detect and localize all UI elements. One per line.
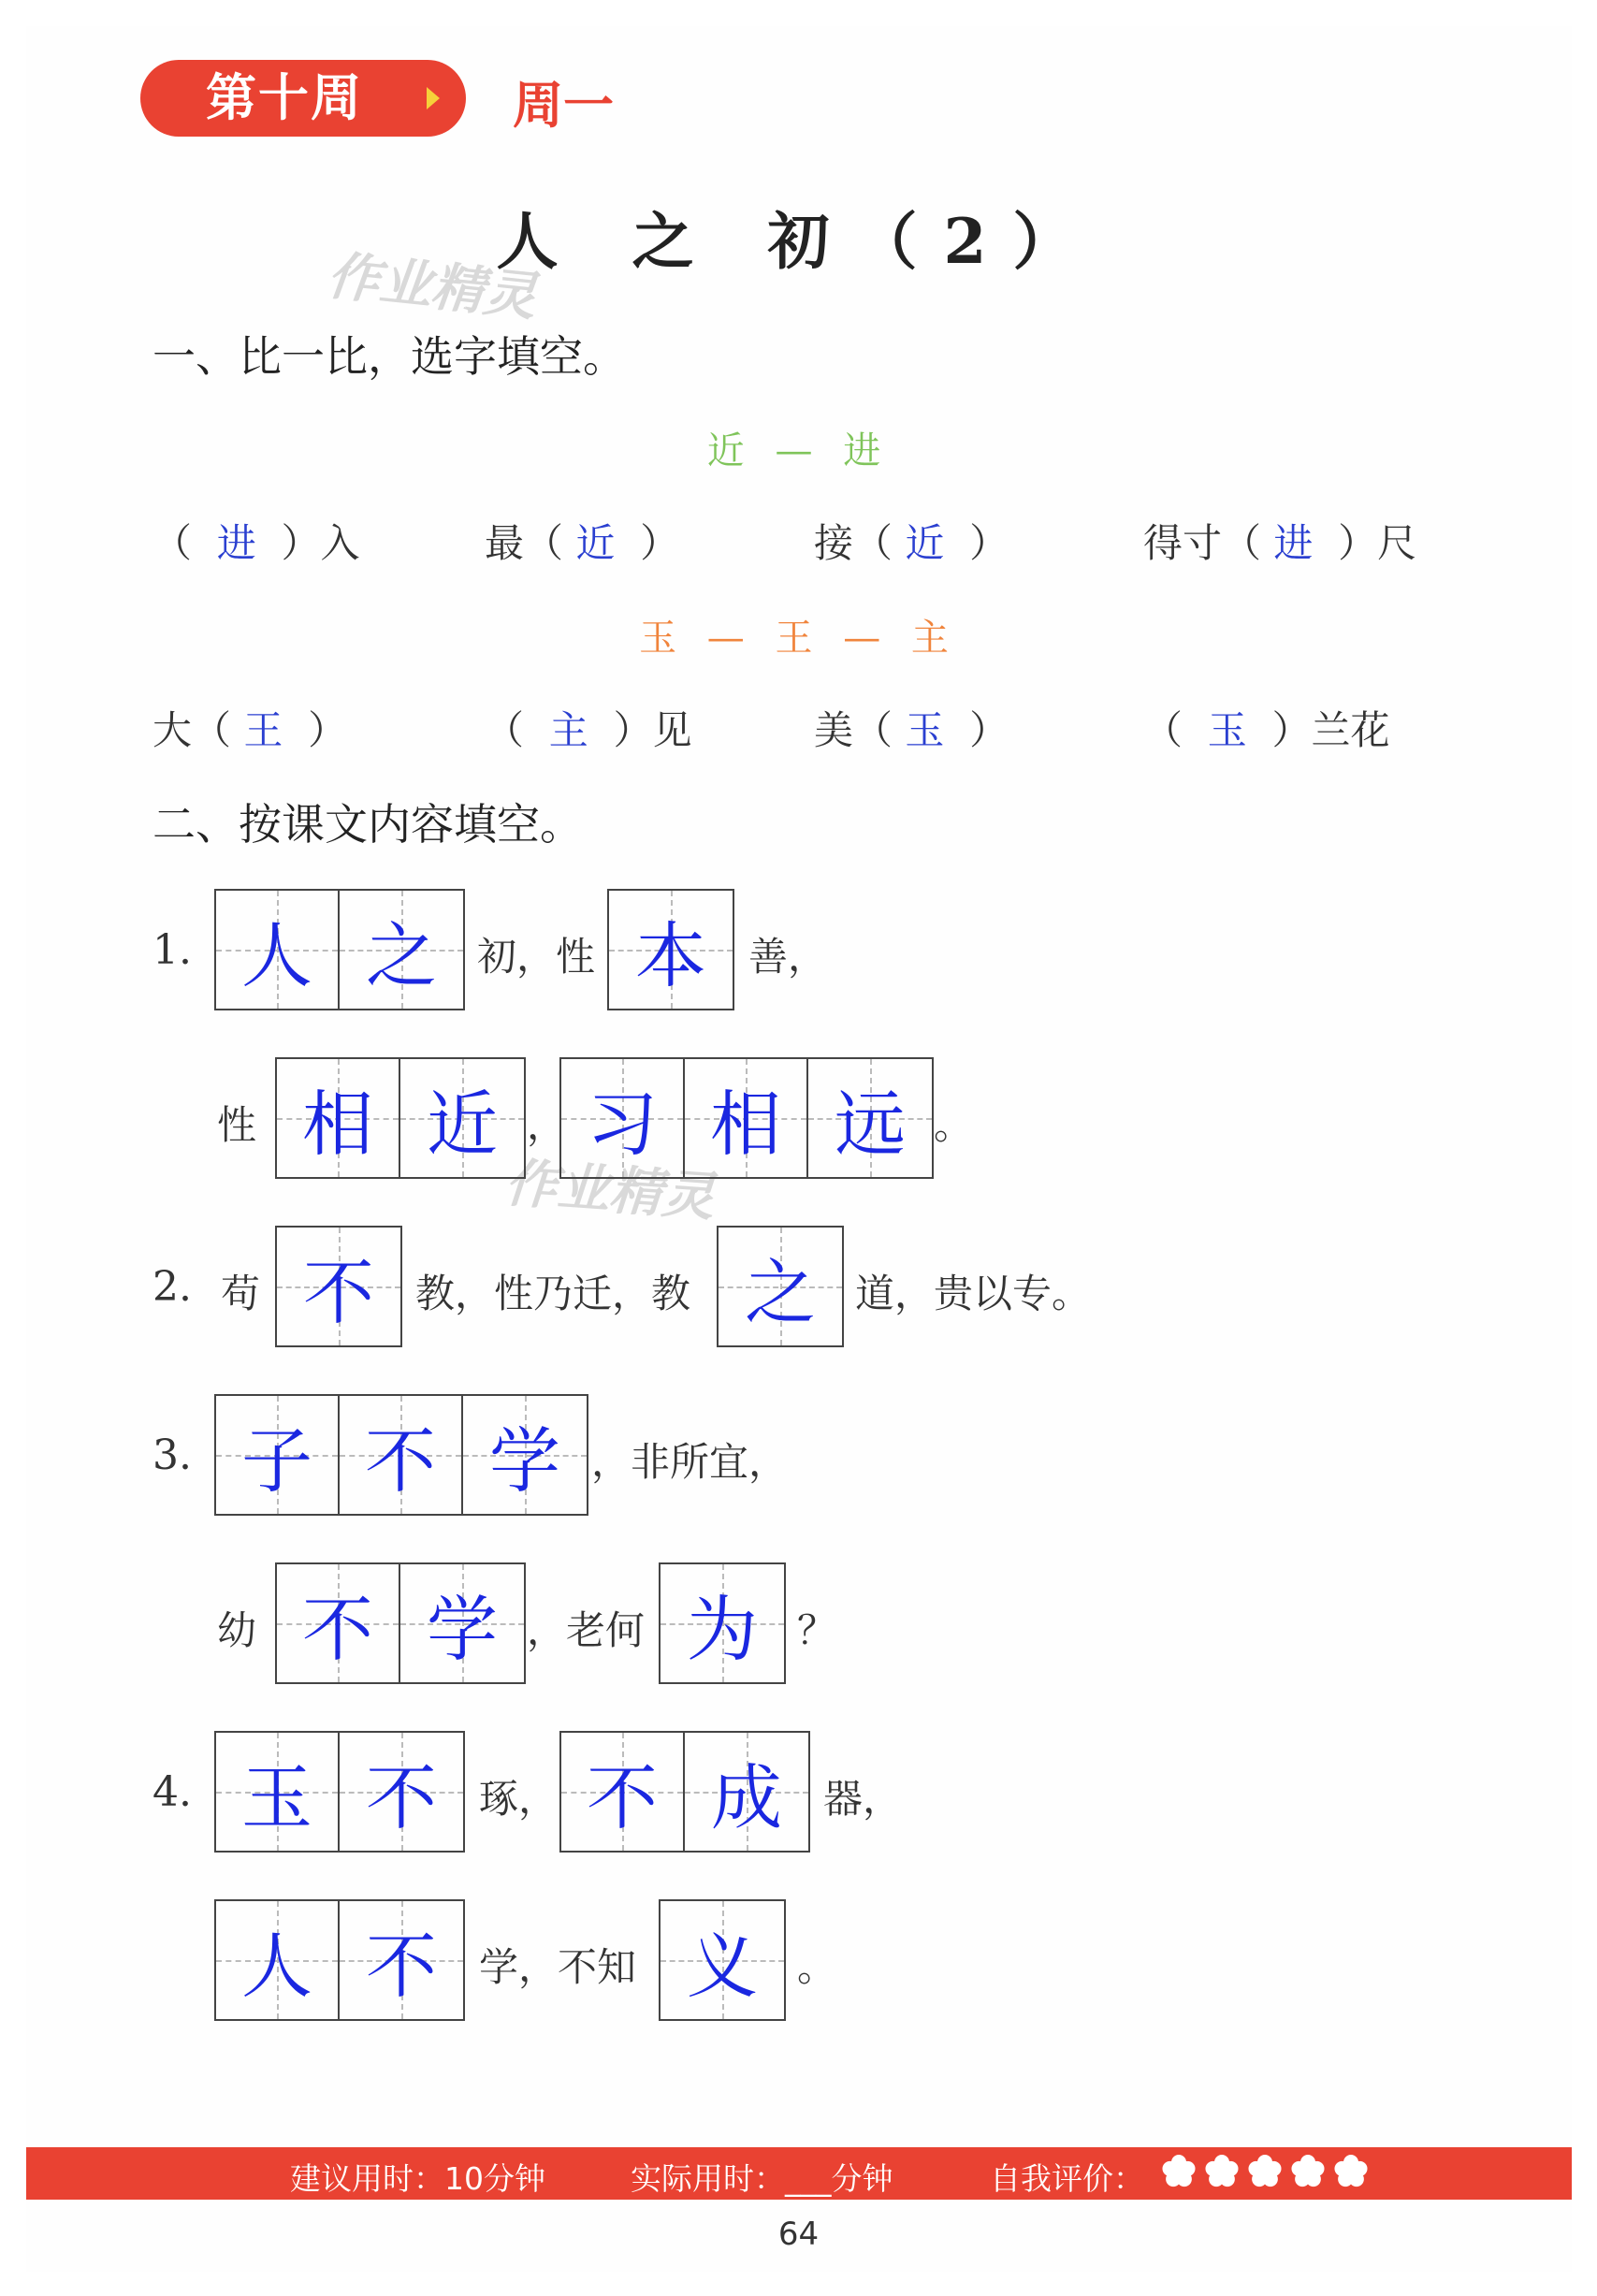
week-badge: 第十周 <box>140 60 466 137</box>
actual-time: 实际用时：___分钟 <box>631 2160 893 2197</box>
answer-cell: 不 <box>340 1901 463 2019</box>
answer-grid <box>214 889 465 1010</box>
section2-heading: 二、按课文内容填空。 <box>152 799 583 850</box>
day-label: 周一 <box>513 76 614 135</box>
answer-grid <box>559 1057 934 1179</box>
answer-cell: 义 <box>661 1901 784 2019</box>
answer-cell: 不 <box>340 1733 463 1851</box>
suggested-time: 建议用时：10分钟 <box>290 2160 545 2197</box>
fill-item: 接（ 近 ） <box>814 520 1009 566</box>
answer-cell: 成 <box>685 1733 808 1851</box>
fill-item: 美（ 玉 ） <box>814 707 1009 753</box>
answer-cell: 人 <box>216 1901 340 2019</box>
watermark-logo: 作业精灵 <box>324 245 540 328</box>
flower-star-icon[interactable] <box>1289 2153 1327 2190</box>
answer-cell: 人 <box>216 891 340 1009</box>
answer-grid <box>214 1899 465 2021</box>
rating-stars <box>1160 2153 1370 2190</box>
verse-text: 教，性乃迁，教 <box>415 1271 691 1316</box>
answer-cell: 之 <box>719 1228 842 1345</box>
answer-grid <box>659 1562 786 1684</box>
answer-cell: 不 <box>277 1564 400 1682</box>
answer-grid <box>214 1731 465 1853</box>
verse-text: ， <box>527 1102 567 1148</box>
answer-cell: 近 <box>400 1059 524 1177</box>
lesson-title: 人 之 初（2） <box>496 205 1101 278</box>
fill-item: （ 主 ）见 <box>485 707 692 753</box>
verse-text: 器， <box>823 1776 903 1822</box>
section1-heading: 一、比一比，选字填空。 <box>152 331 626 382</box>
verse-text: 苟 <box>221 1271 261 1316</box>
answer-grid <box>717 1226 844 1347</box>
question-number: 1. <box>152 926 192 974</box>
self-rating-label: 自我评价： <box>990 2160 1144 2197</box>
answer-grid <box>275 1057 526 1179</box>
fill-item: （ 玉 ）兰花 <box>1143 707 1390 753</box>
answer-cell: 不 <box>561 1733 685 1851</box>
answer-cell: 学 <box>463 1396 587 1514</box>
verse-text: ，非所宜， <box>591 1439 789 1485</box>
flower-star-icon[interactable] <box>1332 2153 1370 2190</box>
page-number: 64 <box>777 2216 820 2253</box>
flower-star-icon[interactable] <box>1160 2153 1198 2190</box>
answer-grid <box>275 1562 526 1684</box>
verse-text: 。 <box>797 1944 837 1990</box>
flower-star-icon[interactable] <box>1246 2153 1284 2190</box>
answer-cell: 相 <box>277 1059 400 1177</box>
play-arrow-icon <box>427 87 440 109</box>
answer-grid <box>214 1394 588 1516</box>
verse-text: ，老何 <box>527 1607 646 1653</box>
answer-grid <box>659 1899 786 2021</box>
question-number: 4. <box>152 1768 192 1816</box>
answer-cell: 不 <box>277 1228 400 1345</box>
verse-text: ？ <box>797 1607 837 1653</box>
answer-grid <box>275 1226 402 1347</box>
verse-text: 。 <box>934 1102 974 1148</box>
verse-text: 初，性 <box>477 934 596 980</box>
answer-cell: 相 <box>685 1059 808 1177</box>
answer-cell: 本 <box>609 891 733 1009</box>
flower-star-icon[interactable] <box>1203 2153 1241 2190</box>
verse-text: 学，不知 <box>479 1944 637 1990</box>
verse-text: 善， <box>748 934 828 980</box>
answer-cell: 为 <box>661 1564 784 1682</box>
answer-cell: 之 <box>340 891 463 1009</box>
question-number: 3. <box>152 1431 192 1479</box>
verse-text: 性 <box>217 1102 257 1148</box>
fill-item: 得寸（ 进 ）尺 <box>1143 520 1417 566</box>
compare-group-1: 近 — 进 <box>706 429 891 472</box>
answer-cell: 不 <box>340 1396 463 1514</box>
fill-item: 最（ 近 ） <box>485 520 680 566</box>
watermark-logo: 作业精灵 <box>502 1153 717 1228</box>
answer-cell: 远 <box>808 1059 932 1177</box>
verse-text: 琢， <box>479 1776 559 1822</box>
answer-cell: 学 <box>400 1564 524 1682</box>
verse-text: 幼 <box>217 1607 257 1653</box>
fill-item: （ 进 ）入 <box>152 520 360 566</box>
compare-group-2: 玉 — 王 — 主 <box>639 617 958 660</box>
footer-bar <box>26 2147 1572 2200</box>
answer-cell: 玉 <box>216 1733 340 1851</box>
answer-grid <box>559 1731 810 1853</box>
answer-cell: 习 <box>561 1059 685 1177</box>
answer-cell: 子 <box>216 1396 340 1514</box>
question-number: 2. <box>152 1263 192 1311</box>
fill-item: 大（ 王 ） <box>152 707 348 753</box>
answer-grid <box>607 889 734 1010</box>
verse-text: 道，贵以专。 <box>855 1271 1092 1316</box>
